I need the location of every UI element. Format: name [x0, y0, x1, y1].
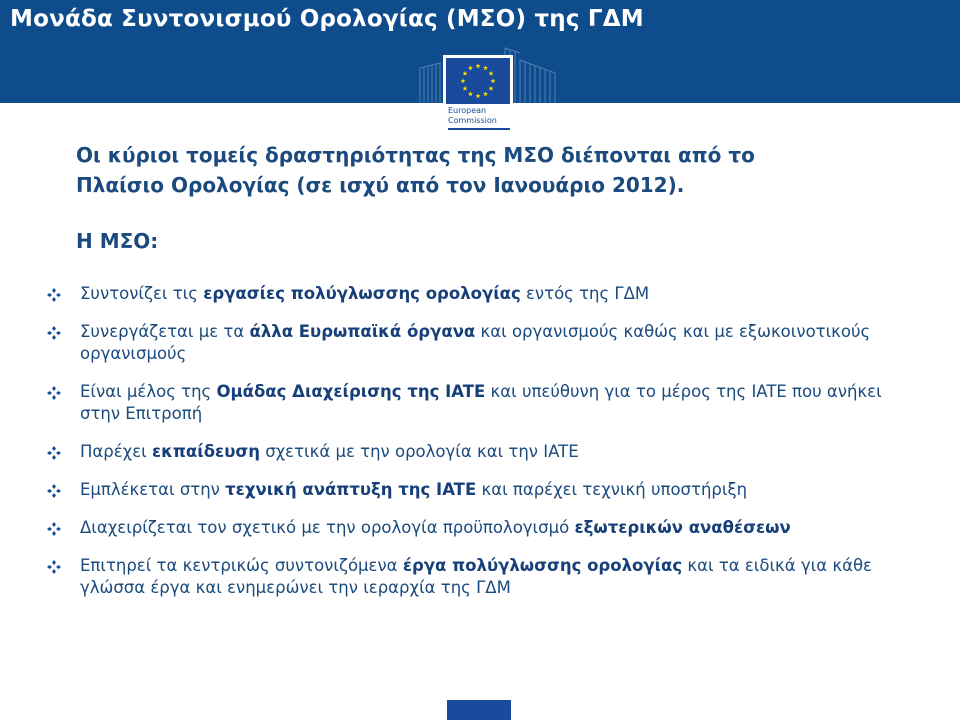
item-highlight: έργα πολύγλωσσης ορολογίας — [402, 556, 683, 575]
item-text: Διαχειρίζεται τον σχετικό με την ορολογία προϋπολογισμό — [80, 518, 575, 537]
subheading: Η ΜΣΟ: — [76, 229, 159, 253]
item-text: Εμπλέκεται στην — [80, 480, 226, 499]
item-highlight: εξωτερικών αναθέσεων — [574, 518, 791, 537]
list-item — [46, 381, 926, 425]
item-text-end: και οργανισμούς καθώς και με εξωκοινοτικούς οργανισμούς — [80, 322, 871, 363]
list-item — [46, 321, 926, 365]
logo-line-commission: Commission — [448, 116, 497, 125]
list-item — [46, 555, 926, 599]
footer-flag-icon — [447, 700, 511, 720]
eu-star-icon — [491, 78, 496, 83]
item-highlight: εργασίες πολύγλωσσης ορολογίας — [203, 284, 521, 303]
item-text: Επιτηρεί τα κεντρικώς συντονιζόμενα — [80, 556, 403, 575]
item-text-end: και παρέχει τεχνική υποστήριξη — [476, 480, 748, 499]
four-diamond-icon — [46, 287, 62, 303]
item-highlight: άλλα Ευρωπαϊκά όργανα — [249, 322, 476, 341]
eu-star-icon — [463, 86, 468, 91]
four-diamond-icon — [46, 559, 62, 575]
four-diamond-icon — [46, 325, 62, 341]
logo-underline — [448, 128, 510, 130]
four-diamond-icon — [46, 521, 62, 537]
activity-list — [46, 283, 926, 615]
item-text: Είναι μέλος της — [80, 382, 217, 401]
item-text-end: και τα ειδικά για κάθε γλώσσα έργα και ενημερώνει την ιεραρχία της ΓΔΜ — [80, 556, 872, 597]
eu-flag-icon — [446, 58, 510, 104]
item-text-end: εντός της ΓΔΜ — [520, 284, 650, 303]
intro-line-2: Πλαίσιο Ορολογίας (σε ισχύ από τον Ιανουάριο 2012). — [76, 173, 685, 197]
four-diamond-icon — [46, 385, 62, 401]
eu-star-icon — [476, 63, 481, 68]
item-text: Παρέχει — [80, 442, 152, 461]
eu-stars-icon — [446, 58, 510, 104]
item-highlight: εκπαίδευση — [151, 442, 260, 461]
ec-logo-text — [448, 106, 497, 126]
item-text: Συνεργάζεται με τα — [80, 322, 250, 341]
eu-star-icon — [461, 78, 466, 83]
list-item — [46, 479, 926, 501]
item-highlight: Ομάδας Διαχείρισης της IATE — [216, 382, 486, 401]
list-item — [46, 517, 926, 539]
four-diamond-icon — [46, 483, 62, 499]
item-text-end: και υπεύθυνη για το μέρος της IATE που ανήκει στην Επιτροπή — [80, 382, 882, 423]
logo-line-european: European — [448, 106, 487, 115]
list-item — [46, 283, 926, 305]
eu-star-icon — [483, 91, 488, 96]
eu-star-icon — [463, 71, 468, 76]
page-title: Μονάδα Συντονισμού Ορολογίας (ΜΣΟ) της ΓΔΜ — [10, 6, 644, 32]
eu-star-icon — [483, 65, 488, 70]
eu-star-icon — [468, 65, 473, 70]
four-diamond-icon — [46, 445, 62, 461]
eu-star-icon — [489, 71, 494, 76]
eu-star-icon — [489, 86, 494, 91]
list-item — [46, 441, 926, 463]
intro-text — [76, 140, 936, 200]
intro-line-1: Οι κύριοι τομείς δραστηριότητας της ΜΣΟ διέπονται από το — [76, 143, 755, 167]
item-text-end: σχετικά με την ορολογία και την IATE — [259, 442, 579, 461]
eu-star-icon — [468, 91, 473, 96]
item-highlight: τεχνική ανάπτυξη της IATE — [225, 480, 477, 499]
item-text: Συντονίζει τις — [80, 284, 204, 303]
eu-star-icon — [476, 93, 481, 98]
